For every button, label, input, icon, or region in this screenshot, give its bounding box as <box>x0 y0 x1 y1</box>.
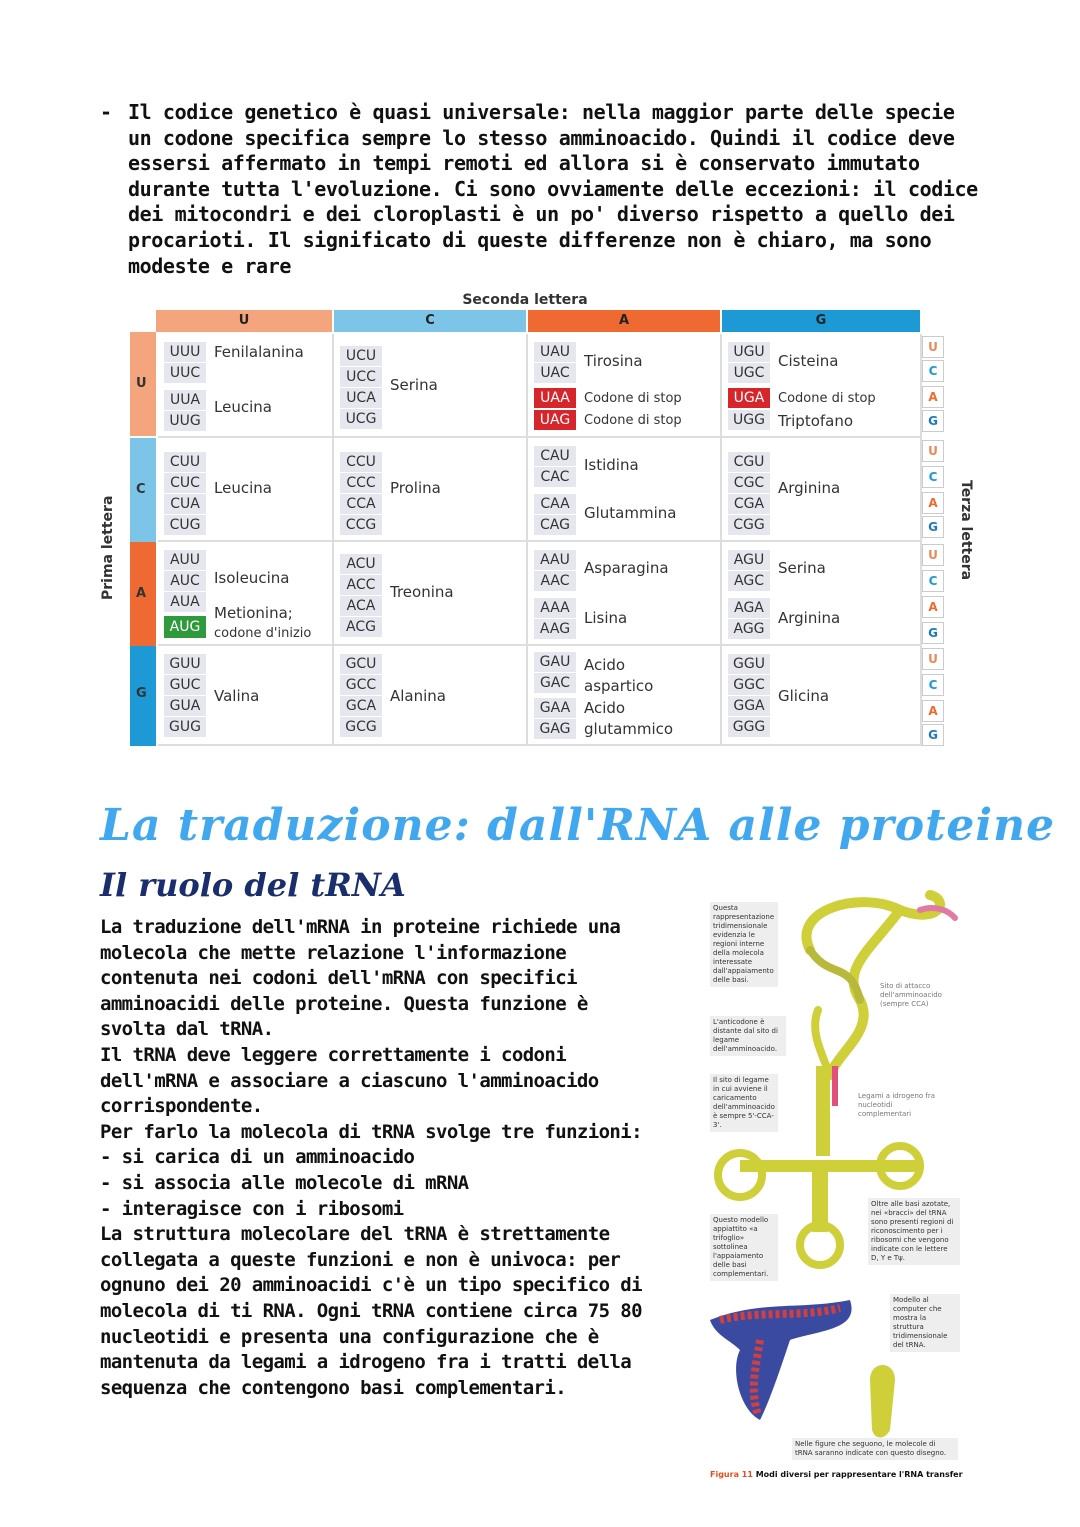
third-letter-c: C <box>922 674 944 696</box>
row-letter-g: G <box>136 686 147 701</box>
section-subtitle: Il ruolo del tRNA <box>100 866 406 904</box>
codon: CCA <box>340 494 382 514</box>
codon: UAC <box>534 363 576 383</box>
amino-acid: Serina <box>390 376 438 394</box>
amino-acid: Metionina; <box>214 604 293 622</box>
codon: AGC <box>728 571 770 591</box>
codon: CAA <box>534 494 576 514</box>
body-text <box>100 915 660 1401</box>
third-letter-a: A <box>922 700 944 722</box>
codon: UUG <box>164 411 206 431</box>
amino-acid: Treonina <box>390 583 454 601</box>
amino-acid: glutammico <box>584 720 674 738</box>
amino-acid: Cisteina <box>778 352 839 370</box>
col-head-g: G <box>722 310 920 332</box>
third-letter-u: U <box>922 648 944 670</box>
amino-acid: Valina <box>214 687 260 705</box>
section-title: La traduzione: dall'RNA alle proteine <box>100 800 1056 851</box>
codon: GCA <box>340 696 382 716</box>
list-item: - interagisce con i ribosomi <box>100 1197 404 1220</box>
intro-paragraph <box>100 100 980 279</box>
codon: AUU <box>164 550 206 570</box>
cell-ua <box>528 334 722 438</box>
codon: GGC <box>728 675 770 695</box>
codon: CCU <box>340 452 382 472</box>
row-band-c <box>130 438 156 542</box>
amino-acid: Acido <box>584 699 626 717</box>
codon: UCC <box>340 367 382 387</box>
cell-ag <box>722 542 922 646</box>
amino-acid: Alanina <box>390 687 446 705</box>
col-head-a: A <box>528 310 720 332</box>
bullet-dash: - <box>100 100 112 124</box>
row-letter-a: A <box>136 586 147 601</box>
amino-acid: Leucina <box>214 398 272 416</box>
third-letter-u: U <box>922 336 944 358</box>
codon: UUU <box>164 342 206 362</box>
codon: AUC <box>164 571 206 591</box>
cell-cg <box>722 438 922 542</box>
codon: GGG <box>728 717 770 737</box>
codon: UCU <box>340 346 382 366</box>
cell-gg <box>722 646 922 746</box>
amino-acid: Prolina <box>390 479 441 497</box>
codon: GUU <box>164 654 206 674</box>
codon: CGU <box>728 452 770 472</box>
figure-label: Legami a idrogeno fra nucleotidi complementari <box>858 1092 936 1118</box>
codon: ACC <box>340 575 382 595</box>
list-item: - si associa alle molecole di mRNA <box>100 1171 469 1194</box>
third-letter-c: C <box>922 570 944 592</box>
stop-label: Codone di stop <box>584 413 682 428</box>
figure-caption <box>710 1470 963 1479</box>
trna-simple-icon <box>870 1365 895 1438</box>
codon: GGA <box>728 696 770 716</box>
cell-uc <box>334 334 528 438</box>
codon: GUC <box>164 675 206 695</box>
row-letter-c: C <box>136 482 146 497</box>
third-letter-c: C <box>922 360 944 382</box>
codon: CUC <box>164 473 206 493</box>
codon: UAU <box>534 342 576 362</box>
codon: CGA <box>728 494 770 514</box>
codon: CGG <box>728 515 770 535</box>
cell-uu <box>158 334 334 438</box>
codon: CUA <box>164 494 206 514</box>
list-item: - si carica di un amminoacido <box>100 1146 415 1169</box>
codon: AAC <box>534 571 576 591</box>
figure-label: Sito di attacco dell'amminoacido (sempre CCA) <box>880 982 942 1008</box>
third-letter-a: A <box>922 492 944 514</box>
amino-acid: Arginina <box>778 609 841 627</box>
third-letter-c: C <box>922 466 944 488</box>
figure-note: Oltre alle basi azotate, nei «bracci» del tRNA sono presenti regioni di riconoscimento per i ribosomi che vengono indicate con le lettere D, Y e Tψ. <box>868 1198 960 1265</box>
first-letter-label: Prima lettera <box>100 495 116 600</box>
cell-ug <box>722 334 922 438</box>
codon: GUG <box>164 717 206 737</box>
genetic-code-table <box>130 310 938 745</box>
row-band-g <box>130 646 156 746</box>
codon-stop: UAG <box>534 410 576 430</box>
codon: CAU <box>534 446 576 466</box>
amino-acid: Isoleucina <box>214 569 290 587</box>
third-letter-g: G <box>922 622 944 644</box>
codon: CAC <box>534 467 576 487</box>
third-letter-u: U <box>922 544 944 566</box>
codon: GCG <box>340 717 382 737</box>
codon: AAA <box>534 598 576 618</box>
figure-note: Questa rappresentazione tridimensionale evidenzia le regioni interne della molecola interessate dall'appaiamento delle basi. <box>710 902 778 987</box>
second-letter-label: Seconda lettera <box>462 292 588 308</box>
row-letter-u: U <box>136 376 147 391</box>
trna-computer-model <box>710 1300 852 1420</box>
figure-caption-label: Figura 11 <box>710 1470 753 1479</box>
codon-start: AUG <box>164 616 206 638</box>
codon: GCU <box>340 654 382 674</box>
trna-figure <box>700 890 970 1490</box>
amino-acid: Triptofano <box>778 412 854 430</box>
codon: AGA <box>728 598 770 618</box>
cell-ga <box>528 646 722 746</box>
cell-gu <box>158 646 334 746</box>
third-letter-g: G <box>922 410 944 432</box>
codon: GGU <box>728 654 770 674</box>
figure-note: L'anticodone è distante dal sito di legame dell'amminoacido. <box>710 1016 786 1056</box>
third-letter-a: A <box>922 596 944 618</box>
figure-note: Modello al computer che mostra la struttura tridimensionale del tRNA. <box>890 1294 960 1352</box>
paragraph: Il tRNA deve leggere correttamente i codoni dell'mRNA e associare a ciascuno l'amminoacido corrispondente. <box>100 1043 599 1118</box>
amino-acid: Tirosina <box>584 352 643 370</box>
codon: CUU <box>164 452 206 472</box>
cell-cu <box>158 438 334 542</box>
codon: AAU <box>534 550 576 570</box>
figure-note: Questo modello appiattito «a trifoglio» sottolinea l'appaiamento delle basi complementari. <box>710 1214 778 1281</box>
figure-caption-text: Modi diversi per rappresentare l'RNA transfer <box>755 1470 963 1479</box>
codon: UUC <box>164 363 206 383</box>
row-band-u <box>130 332 156 436</box>
cell-cc <box>334 438 528 542</box>
amino-acid: Glicina <box>778 687 830 705</box>
codon: AUA <box>164 592 206 612</box>
start-label: codone d'inizio <box>214 626 312 641</box>
codon: CUG <box>164 515 206 535</box>
codon-stop: UGA <box>728 388 770 408</box>
cell-aa <box>528 542 722 646</box>
cell-gc <box>334 646 528 746</box>
codon: CGC <box>728 473 770 493</box>
cell-au <box>158 542 334 646</box>
codon: GAA <box>534 698 576 718</box>
amino-acid: Glutammina <box>584 504 677 522</box>
col-head-c: C <box>334 310 526 332</box>
codon: GAG <box>534 719 576 739</box>
codon-stop: UAA <box>534 388 576 408</box>
amino-acid: aspartico <box>584 677 654 695</box>
figure-note: Il sito di legame in cui avviene il caricamento dell'amminoacido è sempre 5'-CCA-3'. <box>710 1074 778 1132</box>
codon: GAC <box>534 673 576 693</box>
third-letter-label: Terza lettera <box>958 480 974 581</box>
figure-note: Nelle figure che seguono, le molecole di tRNA saranno indicate con questo disegno. <box>792 1438 958 1460</box>
intro-text: Il codice genetico è quasi universale: nella maggior parte delle specie un codone specifica sempre lo stesso amminoacido. Quindi il codice deve essersi affermato in tempi remoti ed allora si è conservato immutato durante tutta l'evoluzione. Ci sono ovviamente delle eccezioni: il codice dei mitocondri e dei cloroplasti è un po' diverso rispetto a quello dei procarioti. Il significato di queste differenze non è chiaro, ma sono modeste e rare <box>128 100 978 278</box>
paragraph: Per farlo la molecola di tRNA svolge tre funzioni: <box>100 1120 642 1143</box>
amino-acid: Serina <box>778 559 826 577</box>
amino-acid: Fenilalanina <box>214 343 304 361</box>
codon: UCG <box>340 409 382 429</box>
amino-acid: Leucina <box>214 479 272 497</box>
paragraph: La traduzione dell'mRNA in proteine richiede una molecola che mette relazione l'informazione contenuta nei codoni dell'mRNA con specifici amminoacidi delle proteine. Questa funzione è svolta dal tRNA. <box>100 916 621 1041</box>
third-letter-u: U <box>922 440 944 462</box>
codon: ACA <box>340 596 382 616</box>
row-band-a <box>130 542 156 646</box>
amino-acid: Acido <box>584 656 626 674</box>
codon: AGG <box>728 619 770 639</box>
codon: UGU <box>728 342 770 362</box>
amino-acid: Lisina <box>584 609 628 627</box>
codon: UCA <box>340 388 382 408</box>
cell-ca <box>528 438 722 542</box>
amino-acid: Arginina <box>778 479 841 497</box>
codon: GUA <box>164 696 206 716</box>
cell-ac <box>334 542 528 646</box>
codon: CAG <box>534 515 576 535</box>
codon: AGU <box>728 550 770 570</box>
codon: ACU <box>340 554 382 574</box>
third-letter-g: G <box>922 724 944 746</box>
stop-label: Codone di stop <box>778 391 876 406</box>
codon: ACG <box>340 617 382 637</box>
codon: UGG <box>728 410 770 430</box>
stop-label: Codone di stop <box>584 391 682 406</box>
codon: GCC <box>340 675 382 695</box>
codon: GAU <box>534 652 576 672</box>
amino-acid: Istidina <box>584 456 639 474</box>
codon: UUA <box>164 390 206 410</box>
col-head-u: U <box>156 310 332 332</box>
third-letter-g: G <box>922 516 944 538</box>
paragraph: La struttura molecolare del tRNA è strettamente collegata a queste funzioni e non è univoca: per ognuno dei 20 amminoacidi c'è un tipo specifico di molecola di ti RNA. Ogni tRNA contiene circa 75 80 nucleotidi e presenta una configurazione che è mantenuta da legami a idrogeno fra i tratti della sequenza che contengono basi complementari. <box>100 1223 642 1399</box>
codon: CCG <box>340 515 382 535</box>
codon: AAG <box>534 619 576 639</box>
amino-acid: Asparagina <box>584 559 669 577</box>
codon: UGC <box>728 363 770 383</box>
third-letter-a: A <box>922 386 944 408</box>
codon: CCC <box>340 473 382 493</box>
